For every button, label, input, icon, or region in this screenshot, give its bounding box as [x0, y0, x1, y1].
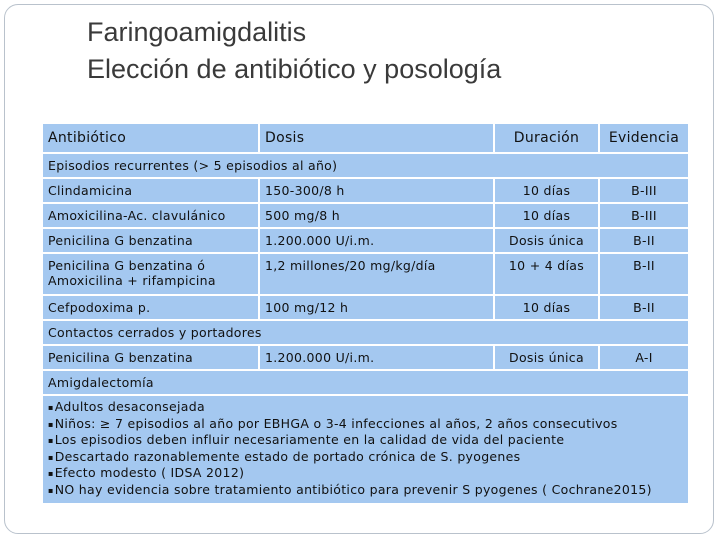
- note-item: [48, 465, 652, 482]
- note-text: Adultos desaconsejada: [54, 399, 205, 414]
- note-item: [48, 399, 652, 416]
- section-recurrent-episodes: Episodios recurrentes (> 5 episodios al año): [43, 152, 688, 177]
- title-line-1: Faringoamigdalitis: [87, 17, 307, 47]
- cell-antibiotic: Penicilina G benzatina: [48, 350, 194, 365]
- cell-duration: 10 días: [493, 179, 598, 202]
- table-row: [43, 294, 688, 319]
- header-evidence: Evidencia: [598, 124, 688, 152]
- cell-duration: Dosis única: [493, 229, 598, 252]
- bullet-icon: ▪: [48, 419, 54, 429]
- cell-antibiotic: Clindamicina: [48, 183, 133, 198]
- header-dose: Dosis: [258, 124, 493, 152]
- cell-antibiotic-line-1: Penicilina G benzatina ó: [48, 258, 206, 273]
- notes-list: [48, 399, 652, 499]
- note-text: Niños: ≥ 7 episodios al año por EBHGA o 3-4 infecciones al años, 2 años consecutivos: [54, 415, 618, 431]
- note-text: Los episodios deben influir necesariamente en la calidad de vida del paciente: [54, 432, 565, 448]
- cell-evidence: B-II: [598, 296, 688, 319]
- bullet-icon: ▪: [48, 469, 54, 479]
- note-item: [48, 482, 652, 499]
- cell-dose: 500 mg/8 h: [258, 204, 493, 227]
- section-tonsillectomy: Amigdalectomía: [43, 369, 688, 394]
- table-header-row: [43, 124, 688, 152]
- cell-dose: 1.200.000 U/i.m.: [258, 229, 493, 252]
- cell-duration: Dosis única: [493, 346, 598, 369]
- bullet-icon: ▪: [48, 452, 54, 462]
- section-close-contacts: Contactos cerrados y portadores: [43, 319, 688, 344]
- cell-evidence: B-III: [598, 179, 688, 202]
- cell-dose: 1.200.000 U/i.m.: [258, 346, 493, 369]
- cell-antibiotic-line-2: Amoxicilina + rifampicina: [48, 273, 216, 288]
- cell-evidence: B-II: [598, 254, 688, 294]
- cell-dose: 100 mg/12 h: [258, 296, 493, 319]
- cell-dose: 150-300/8 h: [258, 179, 493, 202]
- cell-duration: 10 días: [493, 296, 598, 319]
- note-text: NO hay evidencia sobre tratamiento antibiótico para prevenir S pyogenes ( Cochrane2015): [54, 481, 652, 497]
- note-item: [48, 449, 652, 466]
- bullet-icon: ▪: [48, 436, 54, 446]
- cell-dose: 1,2 millones/20 mg/kg/día: [258, 254, 493, 294]
- table-row: [43, 252, 688, 294]
- slide-title: [87, 14, 501, 88]
- tonsillectomy-notes: [43, 394, 688, 503]
- table-row: [43, 177, 688, 202]
- antibiotic-table: [43, 124, 688, 503]
- note-text: Descartado razonablemente estado de portado crónica de S. pyogenes: [54, 448, 521, 464]
- cell-evidence: B-II: [598, 229, 688, 252]
- table-row: [43, 202, 688, 227]
- table-row: [43, 227, 688, 252]
- note-item: [48, 432, 652, 449]
- cell-antibiotic: Amoxicilina-Ac. clavulánico: [48, 208, 226, 223]
- cell-evidence: B-III: [598, 204, 688, 227]
- header-antibiotic: Antibiótico: [48, 130, 127, 146]
- cell-antibiotic: Cefpodoxima p.: [48, 300, 151, 315]
- note-item: [48, 416, 652, 433]
- cell-antibiotic: Penicilina G benzatina: [48, 233, 194, 248]
- cell-antibiotic: [43, 254, 258, 294]
- title-line-2: Elección de antibiótico y posología: [87, 54, 502, 84]
- cell-duration: 10 + 4 días: [493, 254, 598, 294]
- bullet-icon: ▪: [48, 485, 54, 495]
- bullet-icon: ▪: [48, 403, 54, 412]
- note-text: Efecto modesto ( IDSA 2012): [54, 465, 245, 481]
- cell-evidence: A-I: [598, 346, 688, 369]
- cell-duration: 10 días: [493, 204, 598, 227]
- header-duration: Duración: [493, 124, 598, 152]
- table-row: [43, 344, 688, 369]
